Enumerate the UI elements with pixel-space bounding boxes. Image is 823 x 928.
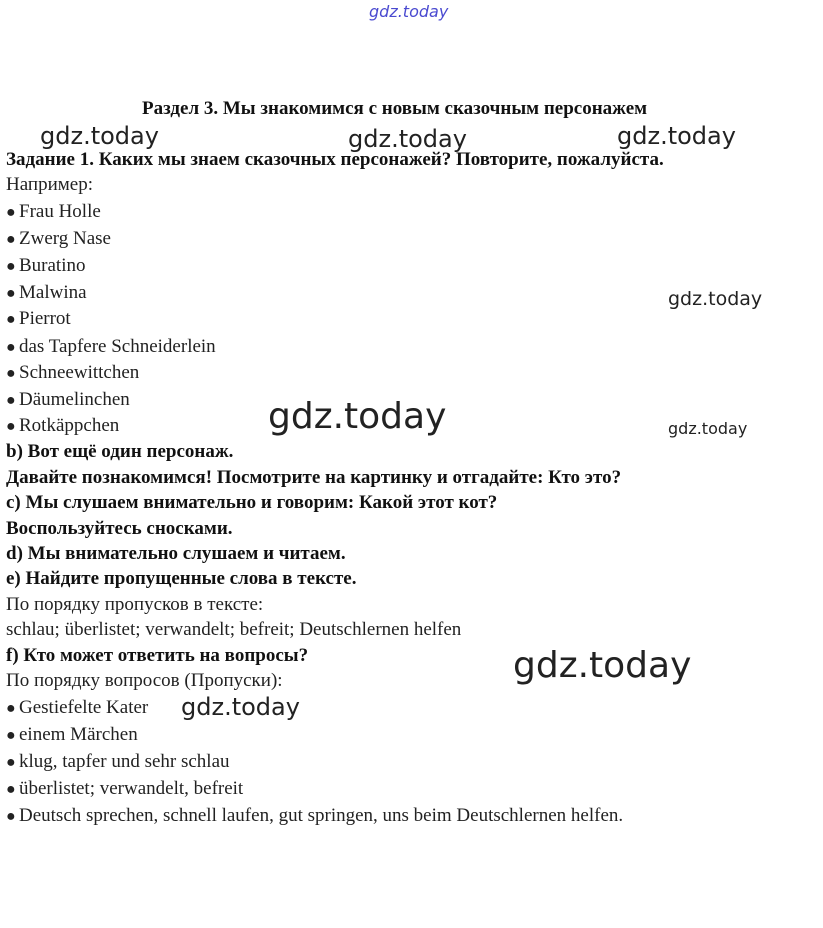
list-item: ● Rotkäppchen [6, 415, 120, 436]
bullet-icon: ● [6, 727, 16, 744]
bullet-icon: ● [6, 700, 16, 717]
bullet-icon: ● [6, 365, 16, 382]
bullet-icon: ● [6, 258, 16, 275]
task-e-answer: schlau; überlistet; verwandelt; befreit; Deutschlernen helfen [6, 619, 462, 640]
bullet-icon: ● [6, 311, 16, 328]
watermark: gdz.today [40, 122, 159, 150]
task-d-line1: d) Мы внимательно слушаем и читаем. [6, 543, 346, 564]
list-item: ● Däumelinchen [6, 389, 130, 410]
bullet-icon: ● [6, 204, 16, 221]
task-f-label: По порядку вопросов (Пропуски): [6, 670, 283, 691]
bullet-icon: ● [6, 339, 16, 356]
bullet-icon: ● [6, 285, 16, 302]
watermark: gdz.today [348, 125, 467, 153]
watermark: gdz.today [617, 122, 736, 150]
task-c-line2: Воспользуйтесь сносками. [6, 518, 233, 539]
bullet-icon: ● [6, 808, 16, 825]
watermark: gdz.today [668, 288, 763, 310]
list-item: ● Gestiefelte Kater [6, 697, 149, 718]
list-item: ● das Tapfere Schneiderlein [6, 336, 216, 357]
task-c-line1: c) Мы слушаем внимательно и говорим: Какой этот кот? [6, 492, 498, 513]
bullet-icon: ● [6, 418, 16, 435]
list-item: ● klug, tapfer und sehr schlau [6, 751, 230, 772]
bullet-icon: ● [6, 231, 16, 248]
example-label: Например: [6, 174, 93, 195]
task-b-line1: b) Вот ещё один персонаж. [6, 441, 234, 462]
task-e-heading: e) Найдите пропущенные слова в тексте. [6, 568, 357, 589]
list-item: ● überlistet; verwandelt, befreit [6, 778, 244, 799]
watermark: gdz.today [268, 396, 447, 437]
task-f-heading: f) Кто может ответить на вопросы? [6, 645, 309, 666]
bullet-icon: ● [6, 392, 16, 409]
task-e-label: По порядку пропусков в тексте: [6, 594, 264, 615]
watermark: gdz.today [668, 419, 748, 438]
list-item: ● Buratino [6, 255, 86, 276]
list-item: ● Frau Holle [6, 201, 101, 222]
list-item: ● Pierrot [6, 308, 71, 329]
list-item: ● einem Märchen [6, 724, 138, 745]
watermark: gdz.today [181, 693, 300, 721]
task-b-line2: Давайте познакомимся! Посмотрите на картинку и отгадайте: Кто это? [6, 467, 622, 488]
section-title: Раздел 3. Мы знакомимся с новым сказочным персонажем [142, 98, 648, 119]
task1-heading: Задание 1. Каких мы знаем сказочных персонажей? Повторите, пожалуйста. [6, 149, 664, 170]
list-item: ● Schneewittchen [6, 362, 140, 383]
bullet-icon: ● [6, 754, 16, 771]
watermark-top: gdz.today [369, 2, 449, 21]
list-item: ● Zwerg Nase [6, 228, 111, 249]
bullet-icon: ● [6, 781, 16, 798]
list-item: ● Deutsch sprechen, schnell laufen, gut springen, uns beim Deutschlernen helfen. [6, 805, 624, 826]
list-item: ● Malwina [6, 282, 87, 303]
watermark: gdz.today [513, 645, 692, 686]
